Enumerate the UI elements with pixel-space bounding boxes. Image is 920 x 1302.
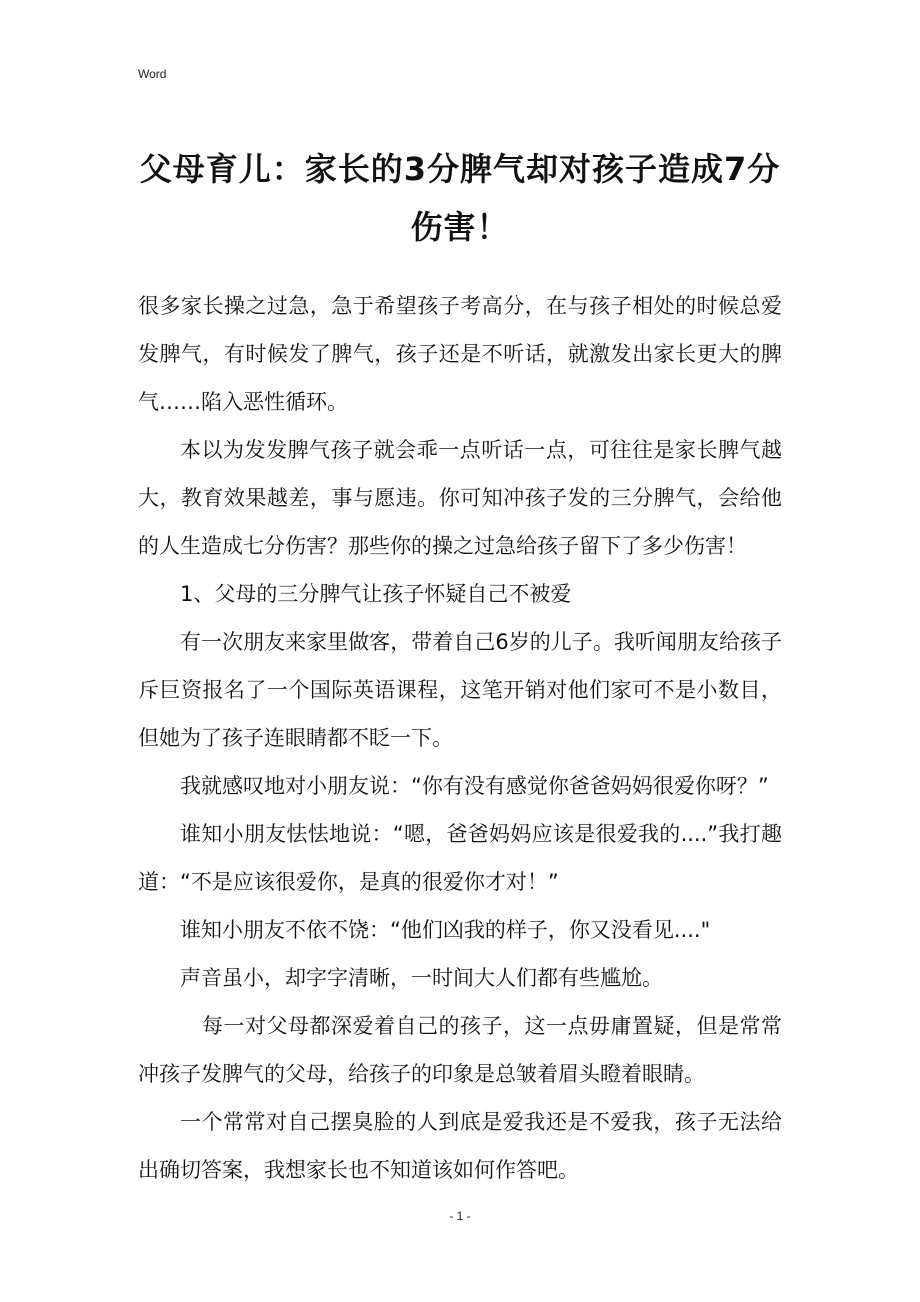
document-header-label: Word — [138, 67, 167, 81]
article-body — [138, 282, 782, 1194]
paragraph-awkward-moment: 声音虽小，却字字清晰，一时间大人们都有些尴尬。 — [180, 966, 663, 990]
article-title: 父母育儿：家长的3分脾气却对孩子造成7分伤害！ — [139, 150, 781, 246]
paragraph-child-insists: 谁知小朋友不依不饶：“他们凶我的样子，你又没看见...." — [180, 918, 711, 942]
paragraph-question: 我就感叹地对小朋友说：“你有没有感觉你爸爸妈妈很爱你呀？” — [180, 774, 769, 798]
section-heading-1: 1、父母的三分脾气让孩子怀疑自己不被爱 — [180, 582, 572, 606]
paragraph-parents-love: 每一对父母都深爱着自己的孩子，这一点毋庸置疑，但是常常冲孩子发脾气的父母，给孩子的印象是总皱着眉头瞪着眼睛。 — [138, 1014, 782, 1086]
paragraph-intro: 很多家长操之过急，急于希望孩子考高分，在与孩子相处的时候总爱发脾气，有时候发了脾气，孩子还是不听话，就激发出家长更大的脾气……陷入恶性循环。 — [138, 294, 782, 414]
paragraph-child-answer: 谁知小朋友怯怯地说：“嗯，爸爸妈妈应该是很爱我的....”我打趣道：“不是应该很爱你，是真的很爱你才对！” — [138, 822, 782, 894]
page-number: - 1 - — [449, 1209, 471, 1223]
paragraph-child-confusion: 一个常常对自己摆臭脸的人到底是爱我还是不爱我，孩子无法给出确切答案，我想家长也不知道该如何作答吧。 — [138, 1110, 782, 1182]
paragraph-friend-visit: 有一次朋友来家里做客，带着自己6岁的儿子。我听闻朋友给孩子斥巨资报名了一个国际英语课程，这笔开销对他们家可不是小数目，但她为了孩子连眼睛都不眨一下。 — [138, 630, 782, 750]
paragraph-temper-backfires: 本以为发发脾气孩子就会乖一点听话一点，可往往是家长脾气越大，教育效果越差，事与愿违。你可知冲孩子发的三分脾气，会给他的人生造成七分伤害？那些你的操之过急给孩子留下了多少伤害！ — [138, 438, 782, 558]
